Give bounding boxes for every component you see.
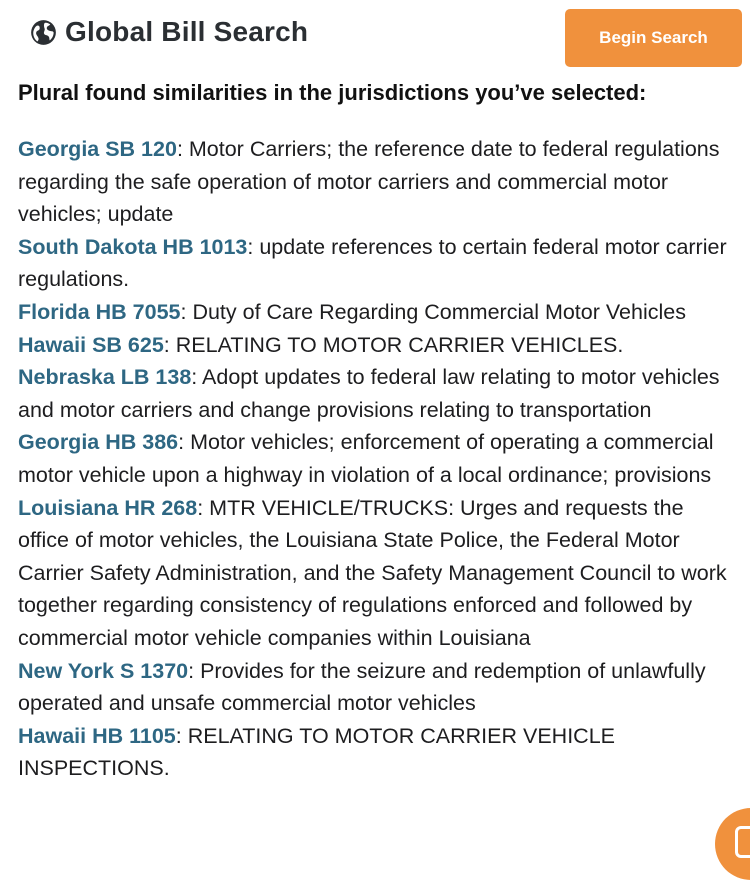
list-item bbox=[18, 231, 733, 296]
bill-description: : Provides for the seizure and redemption of unlawfully operated and unsafe commercial motor vehicles bbox=[18, 658, 706, 716]
bill-link[interactable]: New York S 1370 bbox=[18, 658, 189, 683]
list-item bbox=[18, 426, 733, 491]
bill-link[interactable]: Georgia SB 120 bbox=[18, 137, 177, 161]
header bbox=[0, 0, 750, 72]
chat-icon bbox=[735, 826, 750, 858]
list-item bbox=[18, 329, 733, 362]
globe-icon bbox=[30, 19, 57, 46]
bill-link[interactable]: Nebraska LB 138 bbox=[18, 365, 192, 390]
bill-link[interactable]: Georgia HB 386 bbox=[18, 430, 179, 455]
app-title: Global Bill Search bbox=[65, 16, 309, 47]
results-heading: Plural found similarities in the jurisdictions you’ve selected: bbox=[18, 80, 647, 105]
list-item bbox=[18, 296, 733, 329]
bill-description: : RELATING TO MOTOR CARRIER VEHICLES. bbox=[163, 332, 624, 357]
bill-link[interactable]: Louisiana HR 268 bbox=[18, 495, 198, 520]
list-item bbox=[18, 720, 733, 785]
results-list bbox=[18, 133, 733, 785]
bill-description: : RELATING TO MOTOR CARRIER VEHICLE INSPECTIONS. bbox=[18, 723, 616, 781]
bill-description: : Motor Carriers; the reference date to federal regulations regarding the safe operation of motor carriers and commercial motor vehicles; update bbox=[18, 137, 720, 227]
bill-link[interactable]: South Dakota HB 1013 bbox=[18, 234, 248, 259]
bill-description: : update references to certain federal motor carrier regulations. bbox=[18, 234, 727, 292]
begin-search-button[interactable]: Begin Search bbox=[565, 9, 742, 67]
bill-link[interactable]: Florida HB 7055 bbox=[18, 299, 181, 324]
list-item bbox=[18, 492, 733, 655]
brand bbox=[30, 16, 308, 48]
bill-description: : Duty of Care Regarding Commercial Motor Vehicles bbox=[180, 299, 686, 324]
list-item bbox=[18, 361, 733, 426]
chat-launcher-button[interactable] bbox=[715, 808, 750, 880]
bill-description: : Motor vehicles; enforcement of operating a commercial motor vehicle upon a highway in violation of a local ordinance; provisions bbox=[18, 430, 714, 487]
bill-link[interactable]: Hawaii SB 625 bbox=[18, 332, 164, 357]
list-item bbox=[18, 133, 733, 231]
bill-description: : MTR VEHICLE/TRUCKS: Urges and requests the office of motor vehicles, the Louisiana State Police, the Federal Motor Carrier Safety Administration, and the Safety Management Council to work together regarding consistency of regulations enforced and followed by commercial motor vehicle companies within Louisiana bbox=[18, 495, 727, 650]
list-item bbox=[18, 655, 733, 720]
bill-link[interactable]: Hawaii HB 1105 bbox=[18, 723, 176, 748]
bill-description: : Adopt updates to federal law relating to motor vehicles and motor carriers and change provisions relating to transportation bbox=[18, 365, 720, 422]
